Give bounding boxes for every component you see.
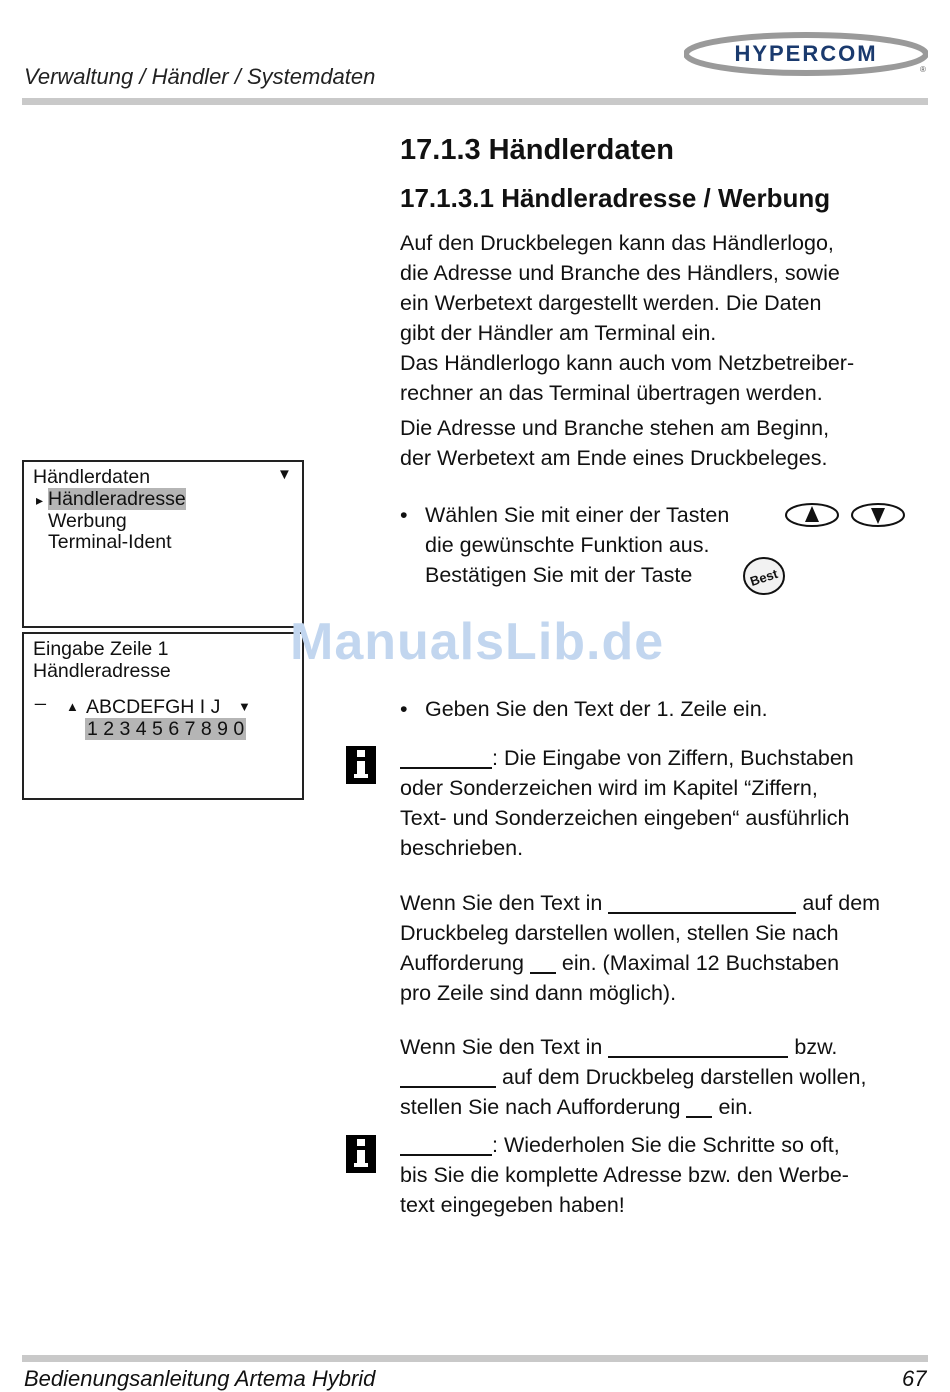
hypercom-logo-graphic	[684, 30, 928, 76]
header-rule	[22, 98, 928, 105]
blank-line	[608, 892, 796, 914]
intro-line: Das Händlerlogo kann auch vom Netzbetreiber-	[400, 351, 855, 375]
para3-line3-suffix: ein. (Maximal 12 Buchstaben	[561, 951, 840, 975]
paragraph-alt-mode	[400, 1032, 930, 1122]
bullet-enter-text	[400, 694, 930, 724]
note2-line: bis Sie die komplette Adresse bzw. den Werbe-	[400, 1163, 849, 1187]
blank-line	[400, 1066, 496, 1088]
intro-line: gibt der Händler am Terminal ein.	[400, 321, 717, 345]
blank-line	[530, 952, 556, 974]
bullet1-line1: Wählen Sie mit einer der Tasten	[425, 503, 730, 527]
note1-line: beschrieben.	[400, 836, 524, 860]
page-header-title: Verwaltung / Händler / Systemdaten	[24, 64, 376, 89]
intro-paragraph	[400, 228, 930, 408]
para4-line3-suffix: ein.	[718, 1095, 754, 1119]
info-icon	[346, 746, 376, 784]
screen-menu-title: Händlerdaten	[33, 466, 151, 488]
watermark: ManualsLib.de	[290, 613, 665, 671]
intro-line: Auf den Druckbelegen kann das Händlerlogo,	[400, 231, 834, 255]
subsection-heading: 17.1.3.1 Händleradresse / Werbung	[400, 183, 831, 213]
terminal-screen-menu	[22, 460, 304, 628]
bullet-dot: •	[400, 503, 408, 527]
char-up-arrow-icon: ▲	[66, 699, 79, 714]
logo-registered-mark: ®	[920, 65, 926, 74]
bullet1-line2: die gewünschte Funktion aus.	[425, 533, 710, 557]
page-number: 67	[902, 1366, 927, 1391]
bullet1-line3: Bestätigen Sie mit der Taste	[425, 563, 693, 587]
note1-line1: : Die Eingabe von Ziffern, Buchstaben	[492, 746, 854, 770]
section-heading: 17.1.3 Händlerdaten	[400, 134, 674, 166]
hypercom-logo	[684, 30, 928, 76]
para3-line1-prefix: Wenn Sie den Text in	[400, 891, 603, 915]
blank-line	[608, 1036, 788, 1058]
screen-input-line1: Eingabe Zeile 1	[33, 638, 169, 660]
footer-manual-title: Bedienungsanleitung Artema Hybrid	[24, 1366, 376, 1391]
info-icon	[346, 1135, 376, 1173]
menu-item-haendleradresse: Händleradresse	[48, 488, 186, 510]
menu-item-terminal-ident: Terminal-Ident	[48, 531, 172, 553]
para4-line1-suffix: bzw.	[794, 1035, 838, 1059]
intro-line: ein Werbetext dargestellt werden. Die Daten	[400, 291, 822, 315]
note-2	[400, 1130, 930, 1220]
paragraph-line-mode	[400, 888, 930, 1008]
note2-line: text eingegeben haben!	[400, 1193, 625, 1217]
para4-line3-prefix: stellen Sie nach Aufforderung	[400, 1095, 681, 1119]
note1-line: oder Sonderzeichen wird im Kapitel “Ziffern,	[400, 776, 818, 800]
char-digits: 1 2 3 4 5 6 7 8 9 0	[87, 718, 245, 740]
intro2-line: Die Adresse und Branche stehen am Beginn,	[400, 416, 830, 440]
screen-input-line2: Händleradresse	[33, 660, 171, 682]
para3-line3-prefix: Aufforderung	[400, 951, 524, 975]
intro-line: rechner an das Terminal übertragen werden.	[400, 381, 823, 405]
arrow-up-key-icon	[784, 502, 840, 528]
logo-text: HYPERCOM	[734, 41, 878, 66]
menu-item-werbung: Werbung	[48, 510, 127, 532]
terminal-screen-input	[22, 632, 304, 800]
para4-line2-suffix: auf dem Druckbeleg darstellen wollen,	[501, 1065, 867, 1089]
scroll-down-icon: ▼	[277, 466, 292, 483]
note-1	[400, 743, 930, 863]
para3-line4: pro Zeile sind dann möglich).	[400, 981, 677, 1005]
footer-rule	[22, 1355, 928, 1362]
menu-cursor-icon: ▸	[36, 492, 44, 508]
para4-line1-prefix: Wenn Sie den Text in	[400, 1035, 603, 1059]
para3-line1-suffix: auf dem	[802, 891, 881, 915]
note2-line1: : Wiederholen Sie die Schritte so oft,	[492, 1133, 840, 1157]
intro2-line: der Werbetext am Ende eines Druckbeleges.	[400, 446, 828, 470]
blank-line	[686, 1096, 712, 1118]
para3-line2: Druckbeleg darstellen wollen, stellen Sie nach	[400, 921, 839, 945]
input-cursor: _	[35, 684, 46, 706]
best-key-label: Best	[748, 566, 780, 590]
intro-paragraph-2	[400, 413, 930, 473]
bullet2-text: Geben Sie den Text der 1. Zeile ein.	[425, 697, 768, 721]
blank-line	[400, 747, 492, 769]
blank-line	[400, 1134, 492, 1156]
best-key-icon	[742, 556, 786, 596]
intro-line: die Adresse und Branche des Händlers, sowie	[400, 261, 840, 285]
char-letters: ABCDEFGH I J	[86, 696, 221, 718]
char-down-arrow-icon: ▼	[238, 699, 251, 714]
arrow-down-key-icon	[850, 502, 906, 528]
bullet-dot: •	[400, 697, 408, 721]
note1-line: Text- und Sonderzeichen eingeben“ ausführlich	[400, 806, 850, 830]
